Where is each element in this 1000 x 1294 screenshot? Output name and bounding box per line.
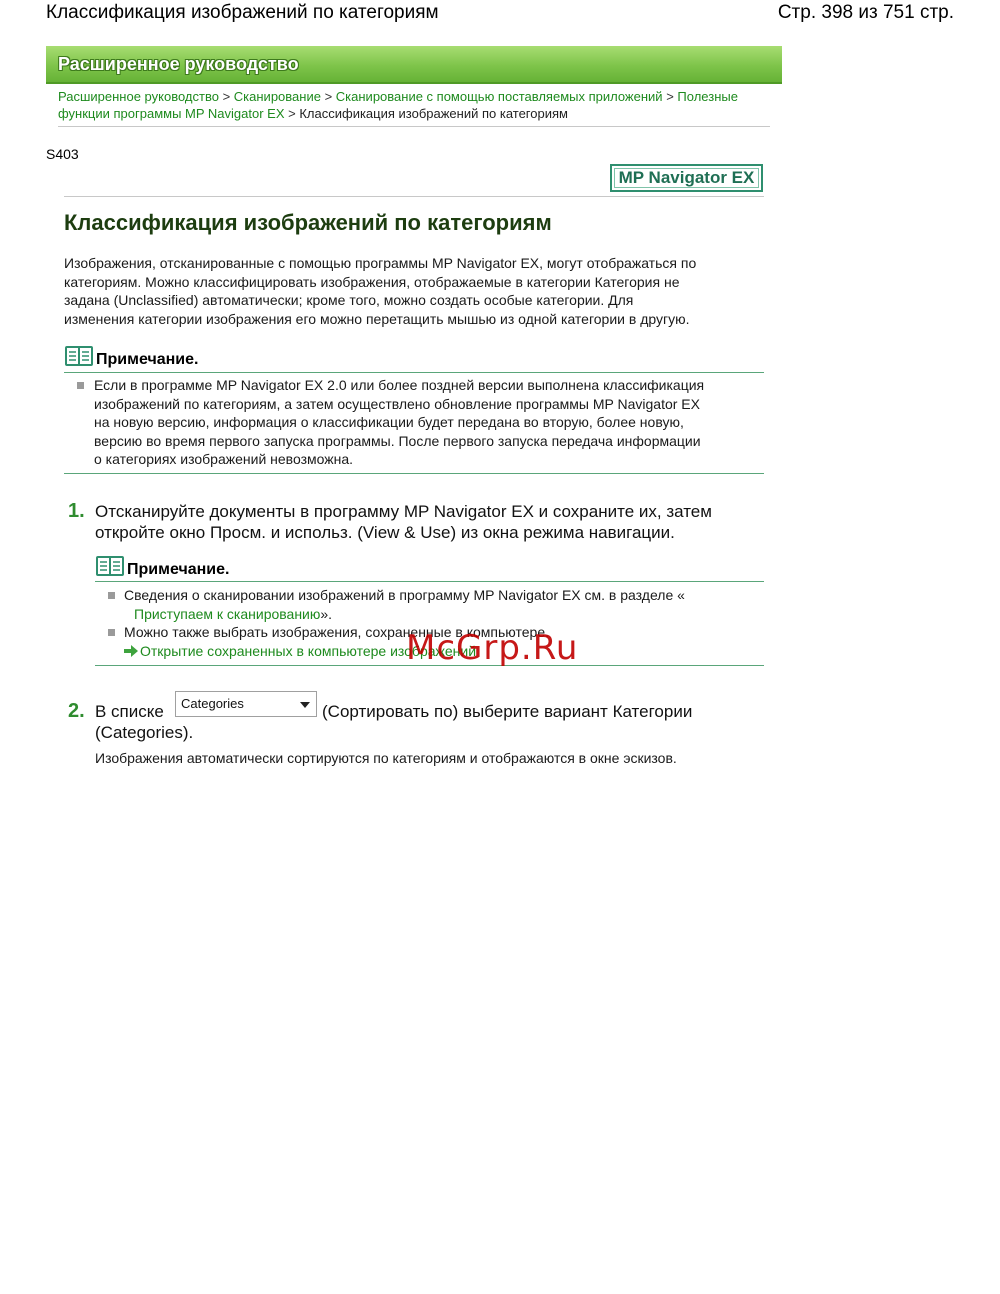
breadcrumb-link-useful-functions[interactable]: Полезные функции программы MP Navigator EX (58, 89, 738, 121)
step-line: Отсканируйте документы в программу MP Navigator EX и сохраните их, затем (95, 502, 712, 521)
note-line: Можно также выбрать изображения, сохраненные в компьютере. (124, 624, 549, 640)
step-number: 1. (68, 500, 85, 522)
note-book-icon (96, 556, 124, 576)
breadcrumb-separator: > (222, 89, 234, 104)
bullet-marker (108, 592, 115, 599)
note-line: изображений по категориям, а затем осуществлено обновление программы MP Navigator EX (94, 395, 700, 412)
step-2-line2: (Categories). (95, 723, 194, 742)
breadcrumb-link-scanning[interactable]: Сканирование (233, 89, 321, 104)
heading-divider (64, 196, 764, 197)
intro-line: задана (Unclassified) автоматически; кроме того, можно создать особые категории. Для (64, 292, 634, 308)
step-2-prefix: В списке (95, 702, 164, 721)
document-title: Классификация изображений по категориям (46, 2, 439, 23)
note-item (94, 376, 764, 469)
banner-title: Расширенное руководство (58, 54, 299, 74)
intro-paragraph (64, 254, 764, 328)
page-counter: Стр. 398 из 751 стр. (777, 2, 954, 23)
chevron-down-icon[interactable] (300, 702, 310, 708)
note-top-rule (64, 372, 764, 373)
step-1-text (95, 501, 765, 543)
product-badge (610, 164, 763, 192)
manual-code: S403 (46, 146, 79, 162)
page-heading: Классификация изображений по категориям (64, 210, 552, 235)
watermark: McGrp.Ru (406, 628, 579, 668)
intro-line: Изображения, отсканированные с помощью программы MP Navigator EX, могут отображаться по (64, 255, 697, 271)
start-scanning-link[interactable]: Приступаем к сканированию (134, 605, 321, 622)
note-line: Если в программе MP Navigator EX 2.0 или более поздней версии выполнена классификация (94, 377, 705, 393)
note-bottom-rule (64, 473, 764, 474)
breadcrumb-separator: > (324, 89, 336, 104)
arrow-right-icon (124, 645, 138, 657)
breadcrumb-separator: > (288, 106, 300, 121)
bullet-marker (77, 382, 84, 389)
dropdown-value: Categories (181, 696, 244, 711)
step-line: откройте окно Просм. и использ. (View & Use) из окна режима навигации. (95, 523, 675, 542)
note-title: Примечание. (96, 351, 199, 368)
breadcrumb-link-bundled-apps[interactable]: Сканирование с помощью поставляемых приложений (335, 89, 663, 104)
note-link-line (124, 605, 764, 624)
note-title: Примечание. (127, 561, 230, 578)
note-line: версию во время первого запуска программы. После первого запуска передача информации (94, 432, 701, 449)
breadcrumb (58, 88, 770, 122)
step-2-suffix: (Сортировать по) выберите вариант Категории (322, 702, 693, 721)
intro-line: категориям. Можно классифицировать изображения, отображаемые в категории Категория не (64, 273, 680, 290)
step-2-description: Изображения автоматически сортируются по категориям и отображаются в окне эскизов. (95, 750, 677, 766)
note-link-tail: ». (320, 605, 333, 622)
sort-by-dropdown[interactable] (175, 691, 317, 717)
note-line: на новую версию, информация о классификации будет передана во вторую, более новую, (94, 414, 684, 430)
open-saved-images-link[interactable]: Открытие сохраненных в компьютере изображений (140, 642, 477, 659)
step-number: 2. (68, 700, 85, 722)
note-item (124, 586, 764, 623)
breadcrumb-current: Классификация изображений по категориям (299, 106, 568, 121)
breadcrumb-link-advanced-guide[interactable]: Расширенное руководство (58, 89, 219, 104)
note-book-icon (65, 346, 93, 366)
note-line: Сведения о сканировании изображений в программу MP Navigator EX см. в разделе « (124, 587, 685, 603)
breadcrumb-divider (58, 126, 770, 127)
note-top-rule (95, 581, 764, 582)
breadcrumb-separator: > (666, 89, 678, 104)
intro-line: изменения категории изображения его можно перетащить мышью из одной категории в другую. (64, 310, 690, 327)
product-badge-label: MP Navigator EX (618, 168, 755, 187)
page-header (46, 2, 954, 28)
section-banner (46, 46, 782, 84)
bullet-marker (108, 629, 115, 636)
note-line: о категориях изображений невозможна. (94, 451, 354, 467)
